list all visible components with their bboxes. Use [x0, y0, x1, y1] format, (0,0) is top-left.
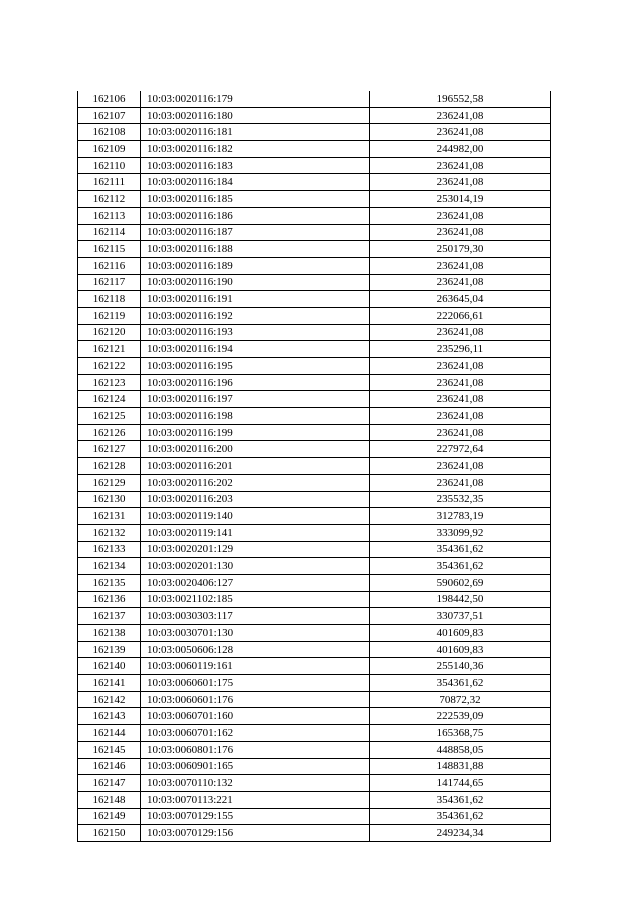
table-row [78, 458, 551, 475]
row-number-cell: 162124 [78, 391, 141, 408]
cadastral-number-cell: 10:03:0021102:185 [141, 591, 370, 608]
cadastral-value-cell: 236241,08 [370, 224, 551, 241]
row-number-cell: 162116 [78, 257, 141, 274]
cadastral-value-cell: 148831,88 [370, 758, 551, 775]
cadastral-number-cell: 10:03:0020116:189 [141, 257, 370, 274]
row-number-cell: 162147 [78, 775, 141, 792]
table-row [78, 775, 551, 792]
row-number-cell: 162106 [78, 91, 141, 107]
cadastral-value-cell: 236241,08 [370, 408, 551, 425]
table-row [78, 257, 551, 274]
cadastral-number-cell: 10:03:0070129:156 [141, 825, 370, 842]
table-row [78, 741, 551, 758]
table-row [78, 658, 551, 675]
cadastral-value-cell: 236241,08 [370, 358, 551, 375]
cadastral-value-cell: 141744,65 [370, 775, 551, 792]
cadastral-number-cell: 10:03:0020116:180 [141, 107, 370, 124]
cadastral-value-cell: 354361,62 [370, 541, 551, 558]
row-number-cell: 162125 [78, 408, 141, 425]
cadastral-number-cell: 10:03:0020406:127 [141, 574, 370, 591]
table-row [78, 174, 551, 191]
row-number-cell: 162122 [78, 358, 141, 375]
cadastral-number-cell: 10:03:0020119:140 [141, 508, 370, 525]
cadastral-number-cell: 10:03:0020116:201 [141, 458, 370, 475]
cadastral-value-cell: 236241,08 [370, 458, 551, 475]
table-row [78, 558, 551, 575]
table-row [78, 691, 551, 708]
table-row [78, 625, 551, 642]
cadastral-number-cell: 10:03:0020116:193 [141, 324, 370, 341]
cadastral-value-cell: 236241,08 [370, 207, 551, 224]
cadastral-value-cell: 235296,11 [370, 341, 551, 358]
row-number-cell: 162135 [78, 574, 141, 591]
cadastral-number-cell: 10:03:0020116:192 [141, 307, 370, 324]
table-row [78, 825, 551, 842]
cadastral-number-cell: 10:03:0020116:185 [141, 191, 370, 208]
table-row [78, 758, 551, 775]
cadastral-value-cell: 354361,62 [370, 675, 551, 692]
row-number-cell: 162148 [78, 791, 141, 808]
cadastral-value-cell: 354361,62 [370, 808, 551, 825]
table-row [78, 725, 551, 742]
table-row [78, 374, 551, 391]
cadastral-number-cell: 10:03:0030701:130 [141, 625, 370, 642]
table-row [78, 341, 551, 358]
row-number-cell: 162146 [78, 758, 141, 775]
cadastral-number-cell: 10:03:0020116:183 [141, 157, 370, 174]
row-number-cell: 162115 [78, 241, 141, 258]
cadastral-value-cell: 250179,30 [370, 241, 551, 258]
table-row [78, 524, 551, 541]
row-number-cell: 162120 [78, 324, 141, 341]
cadastral-value-cell: 236241,08 [370, 391, 551, 408]
table-row [78, 424, 551, 441]
cadastral-value-cell: 253014,19 [370, 191, 551, 208]
cadastral-value-cell: 236241,08 [370, 274, 551, 291]
row-number-cell: 162107 [78, 107, 141, 124]
cadastral-value-cell: 236241,08 [370, 157, 551, 174]
table-body [78, 91, 551, 841]
table-row [78, 358, 551, 375]
cadastral-value-cell: 235532,35 [370, 491, 551, 508]
row-number-cell: 162139 [78, 641, 141, 658]
row-number-cell: 162121 [78, 341, 141, 358]
cadastral-value-cell: 165368,75 [370, 725, 551, 742]
cadastral-value-cell: 249234,34 [370, 825, 551, 842]
cadastral-number-cell: 10:03:0020116:181 [141, 124, 370, 141]
row-number-cell: 162138 [78, 625, 141, 642]
table-row [78, 491, 551, 508]
cadastral-number-cell: 10:03:0020116:194 [141, 341, 370, 358]
cadastral-number-cell: 10:03:0020116:195 [141, 358, 370, 375]
row-number-cell: 162132 [78, 524, 141, 541]
cadastral-value-cell: 354361,62 [370, 791, 551, 808]
cadastral-number-cell: 10:03:0020116:203 [141, 491, 370, 508]
cadastral-value-cell: 263645,04 [370, 291, 551, 308]
table-row [78, 291, 551, 308]
table-row [78, 708, 551, 725]
table-row [78, 441, 551, 458]
cadastral-value-cell: 222066,61 [370, 307, 551, 324]
cadastral-number-cell: 10:03:0060119:161 [141, 658, 370, 675]
row-number-cell: 162108 [78, 124, 141, 141]
table-row [78, 808, 551, 825]
cadastral-number-cell: 10:03:0020116:184 [141, 174, 370, 191]
cadastral-number-cell: 10:03:0020201:130 [141, 558, 370, 575]
table-row [78, 307, 551, 324]
cadastral-number-cell: 10:03:0020116:188 [141, 241, 370, 258]
cadastral-number-cell: 10:03:0020116:202 [141, 474, 370, 491]
table-row [78, 591, 551, 608]
row-number-cell: 162119 [78, 307, 141, 324]
cadastral-value-cell: 590602,69 [370, 574, 551, 591]
cadastral-number-cell: 10:03:0070113:221 [141, 791, 370, 808]
cadastral-number-cell: 10:03:0070129:155 [141, 808, 370, 825]
table-row [78, 675, 551, 692]
cadastral-number-cell: 10:03:0020116:197 [141, 391, 370, 408]
row-number-cell: 162114 [78, 224, 141, 241]
row-number-cell: 162134 [78, 558, 141, 575]
cadastral-number-cell: 10:03:0060601:176 [141, 691, 370, 708]
cadastral-number-cell: 10:03:0020116:187 [141, 224, 370, 241]
cadastral-value-cell: 196552,58 [370, 91, 551, 107]
cadastral-value-cell: 227972,64 [370, 441, 551, 458]
row-number-cell: 162112 [78, 191, 141, 208]
cadastral-value-cell: 236241,08 [370, 374, 551, 391]
table-row [78, 791, 551, 808]
row-number-cell: 162128 [78, 458, 141, 475]
cadastral-value-cell: 236241,08 [370, 474, 551, 491]
row-number-cell: 162149 [78, 808, 141, 825]
cadastral-number-cell: 10:03:0050606:128 [141, 641, 370, 658]
table-row [78, 391, 551, 408]
cadastral-number-cell: 10:03:0020116:179 [141, 91, 370, 107]
row-number-cell: 162127 [78, 441, 141, 458]
cadastral-number-cell: 10:03:0020116:182 [141, 141, 370, 158]
cadastral-value-cell: 354361,62 [370, 558, 551, 575]
cadastral-value-cell: 236241,08 [370, 124, 551, 141]
table-row [78, 274, 551, 291]
table-row [78, 107, 551, 124]
row-number-cell: 162110 [78, 157, 141, 174]
row-number-cell: 162113 [78, 207, 141, 224]
cadastral-value-cell: 198442,50 [370, 591, 551, 608]
cadastral-value-cell: 236241,08 [370, 424, 551, 441]
cadastral-number-cell: 10:03:0020116:199 [141, 424, 370, 441]
table-row [78, 541, 551, 558]
cadastral-value-cell: 236241,08 [370, 324, 551, 341]
row-number-cell: 162129 [78, 474, 141, 491]
cadastral-value-table [77, 91, 551, 842]
table-row [78, 641, 551, 658]
table-row [78, 241, 551, 258]
row-number-cell: 162118 [78, 291, 141, 308]
row-number-cell: 162136 [78, 591, 141, 608]
row-number-cell: 162130 [78, 491, 141, 508]
cadastral-number-cell: 10:03:0030303:117 [141, 608, 370, 625]
row-number-cell: 162141 [78, 675, 141, 692]
cadastral-number-cell: 10:03:0020116:198 [141, 408, 370, 425]
row-number-cell: 162143 [78, 708, 141, 725]
table-row [78, 224, 551, 241]
table-row [78, 191, 551, 208]
cadastral-value-cell: 448858,05 [370, 741, 551, 758]
row-number-cell: 162142 [78, 691, 141, 708]
table-row [78, 574, 551, 591]
cadastral-value-cell: 236241,08 [370, 107, 551, 124]
row-number-cell: 162133 [78, 541, 141, 558]
cadastral-number-cell: 10:03:0020116:196 [141, 374, 370, 391]
cadastral-number-cell: 10:03:0060801:176 [141, 741, 370, 758]
table-row [78, 207, 551, 224]
table-row [78, 608, 551, 625]
table-row [78, 157, 551, 174]
table-row [78, 124, 551, 141]
row-number-cell: 162144 [78, 725, 141, 742]
row-number-cell: 162150 [78, 825, 141, 842]
row-number-cell: 162117 [78, 274, 141, 291]
cadastral-value-cell: 70872,32 [370, 691, 551, 708]
cadastral-value-cell: 401609,83 [370, 641, 551, 658]
row-number-cell: 162140 [78, 658, 141, 675]
cadastral-number-cell: 10:03:0020116:200 [141, 441, 370, 458]
cadastral-number-cell: 10:03:0020116:186 [141, 207, 370, 224]
cadastral-value-cell: 330737,51 [370, 608, 551, 625]
row-number-cell: 162111 [78, 174, 141, 191]
table-row [78, 91, 551, 107]
row-number-cell: 162131 [78, 508, 141, 525]
cadastral-value-cell: 333099,92 [370, 524, 551, 541]
cadastral-number-cell: 10:03:0020201:129 [141, 541, 370, 558]
cadastral-value-cell: 255140,36 [370, 658, 551, 675]
row-number-cell: 162137 [78, 608, 141, 625]
table-row [78, 324, 551, 341]
cadastral-number-cell: 10:03:0020116:190 [141, 274, 370, 291]
row-number-cell: 162126 [78, 424, 141, 441]
cadastral-value-cell: 401609,83 [370, 625, 551, 642]
cadastral-number-cell: 10:03:0060601:175 [141, 675, 370, 692]
row-number-cell: 162123 [78, 374, 141, 391]
cadastral-value-cell: 236241,08 [370, 257, 551, 274]
cadastral-value-cell: 222539,09 [370, 708, 551, 725]
cadastral-number-cell: 10:03:0060701:162 [141, 725, 370, 742]
cadastral-number-cell: 10:03:0060901:165 [141, 758, 370, 775]
cadastral-value-cell: 312783,19 [370, 508, 551, 525]
row-number-cell: 162109 [78, 141, 141, 158]
cadastral-value-cell: 244982,00 [370, 141, 551, 158]
row-number-cell: 162145 [78, 741, 141, 758]
cadastral-number-cell: 10:03:0020116:191 [141, 291, 370, 308]
table-row [78, 508, 551, 525]
cadastral-number-cell: 10:03:0070110:132 [141, 775, 370, 792]
table-row [78, 474, 551, 491]
cadastral-value-cell: 236241,08 [370, 174, 551, 191]
table-row [78, 408, 551, 425]
cadastral-number-cell: 10:03:0020119:141 [141, 524, 370, 541]
cadastral-number-cell: 10:03:0060701:160 [141, 708, 370, 725]
table-row [78, 141, 551, 158]
